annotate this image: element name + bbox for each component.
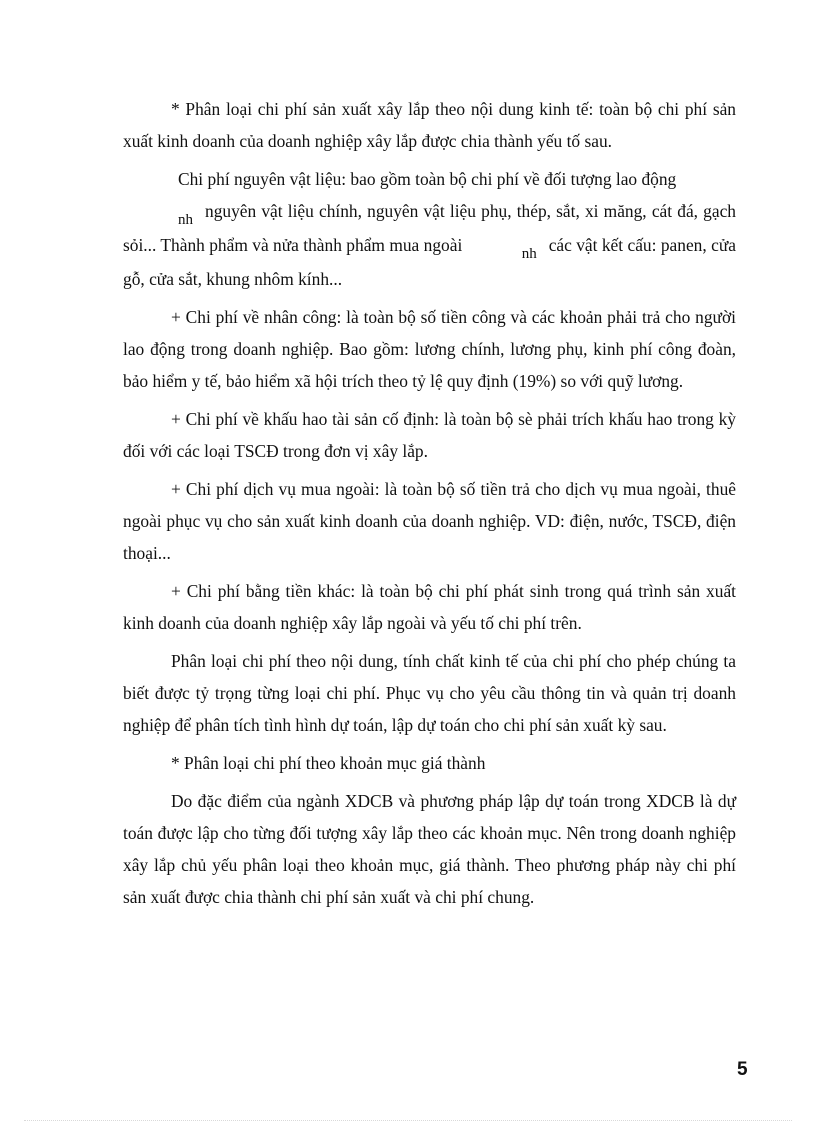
text-fragment-nh: nh xyxy=(521,246,537,262)
paragraph-classification-purpose: Phân loại chi phí theo nội dung, tính chất kinh tế của chi phí cho phép chúng ta biết được tỷ trọng từng loại chi phí. Phục vụ cho yêu cầu thông tin và quản trị doanh nghiệp để phân tích tình hình dự toán, lập dự toán cho chi phí sản xuất kỳ sau. xyxy=(123,651,736,735)
material-costs-text-1: Chi phí nguyên vật liệu: bao gồm toàn bộ chi phí về đối tượng lao động xyxy=(178,169,677,189)
paragraph-other-cash-costs: + Chi phí bằng tiền khác: là toàn bộ chi phí phát sinh trong quá trình sản xuất kinh doanh của doanh nghiệp xây lắp ngoài và yếu tố chi phí trên. xyxy=(123,581,736,633)
paragraph-xdcb-cost-items: Do đặc điểm của ngành XDCB và phương pháp lập dự toán trong XDCB là dự toán được lập cho từng đối tượng xây lắp theo các khoản mục. Nên trong doanh nghiệp xây lắp chủ yếu phân loại theo khoản mục, giá thành. Theo phương pháp này chi phí sản xuất được chia thành chi phí sản xuất và chi phí chung. xyxy=(123,791,736,907)
paragraph-depreciation-costs: + Chi phí về khấu hao tài sản cố định: là toàn bộ sè phải trích khấu hao trong kỳ đối với các loại TSCĐ trong đơn vị xây lắp. xyxy=(123,409,736,461)
paragraph-material-costs xyxy=(123,163,736,295)
material-costs-text-2: nguyên vật liệu chính, nguyên vật liệu phụ, thép, sắt, xi măng, cát đá, gạch sỏi... Thành phẩm và nửa thành phẩm mua ngoài xyxy=(123,201,736,255)
page-number: 5 xyxy=(737,1059,748,1080)
paragraph-labor-costs: + Chi phí về nhân công: là toàn bộ số tiền công và các khoản phải trả cho người lao động trong doanh nghiệp. Bao gồm: lương chính, lương phụ, kinh phí công đoàn, bảo hiểm y tế, bảo hiểm xã hội trích theo tỷ lệ quy định (19%) so với quỹ lương. xyxy=(123,307,736,391)
page-bottom-divider xyxy=(24,1120,792,1121)
document-body xyxy=(123,93,736,919)
material-costs-text-3: các vật kết cấu: panen, cửa gỗ, cửa sắt, khung nhôm kính... xyxy=(123,235,736,289)
text-fragment-nh: nh xyxy=(178,212,193,228)
paragraph-outsourced-services: + Chi phí dịch vụ mua ngoài: là toàn bộ số tiền trả cho dịch vụ mua ngoài, thuê ngoài phục vụ cho sản xuất kinh doanh của doanh nghiệp. VD: điện, nước, TSCĐ, điện thoại... xyxy=(123,479,736,563)
paragraph-classification-by-economic-content: * Phân loại chi phí sản xuất xây lắp theo nội dung kinh tế: toàn bộ chi phí sản xuất kinh doanh của doanh nghiệp xây lắp được chia thành yếu tố sau. xyxy=(123,99,736,151)
paragraph-classification-by-cost-item: * Phân loại chi phí theo khoản mục giá thành xyxy=(171,753,486,773)
